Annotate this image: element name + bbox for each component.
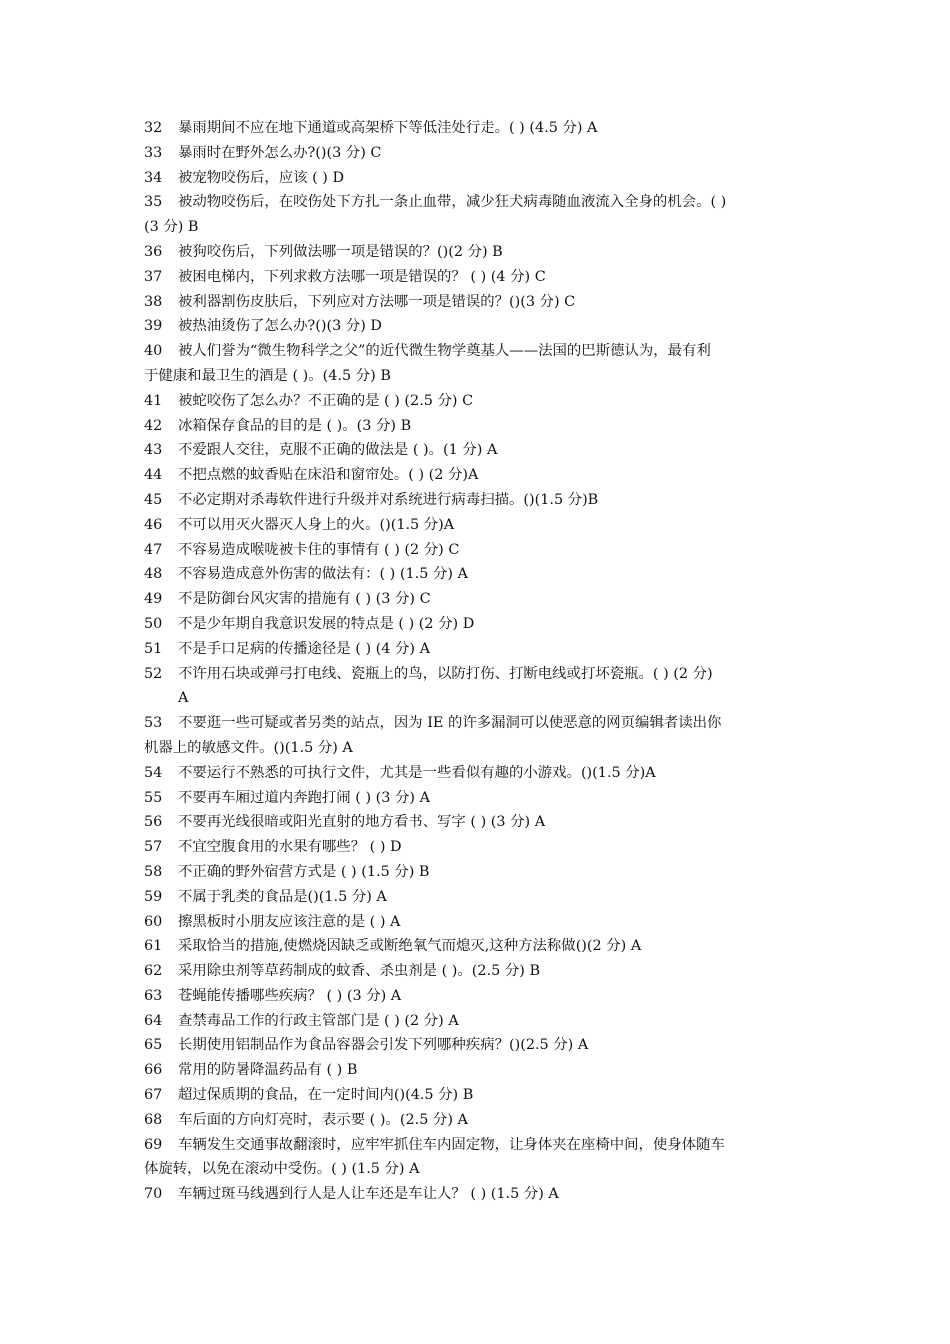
question-number: 50 [144, 615, 163, 632]
question-number: 43 [144, 442, 163, 459]
question-item [144, 612, 808, 637]
question-number: 58 [144, 863, 163, 880]
question-text: 被狗咬伤后，下列做法哪一项是错误的？()(2 分) B [178, 243, 503, 260]
question-line [144, 860, 808, 885]
question-line [144, 513, 808, 538]
question-line [144, 265, 808, 290]
question-text: 不容易造成喉咙被卡住的事情有 ( ) (2 分) C [178, 541, 460, 558]
question-line [144, 711, 808, 736]
question-item [144, 463, 808, 488]
question-text: 冰箱保存食品的目的是 ( )。(3 分) B [178, 417, 412, 434]
question-item [144, 116, 808, 141]
question-item [144, 290, 808, 315]
question-item [144, 265, 808, 290]
question-text: 车后面的方向灯亮时，表示要 ( )。(2.5 分) A [178, 1111, 468, 1128]
question-text: 不是手口足病的传播途径是 ( ) (4 分) A [178, 640, 430, 657]
question-line [144, 463, 808, 488]
question-text-continued: 机器上的敏感文件。()(1.5 分) A [144, 739, 353, 756]
question-item [144, 166, 808, 191]
question-text: 暴雨期间不应在地下通道或高架桥下等低洼处行走。( ) (4.5 分) A [178, 120, 598, 136]
question-number: 47 [144, 541, 163, 558]
question-text: 超过保质期的食品，在一定时间内()(4.5 分) B [178, 1087, 474, 1104]
question-item [144, 761, 808, 786]
question-text: 被人们誉为“微生物科学之父”的近代微生物学奠基人——法国的巴斯德认为，最有利 [178, 343, 711, 360]
question-item [144, 1108, 808, 1133]
question-list [144, 116, 808, 1207]
question-number: 61 [144, 938, 163, 955]
question-item [144, 190, 808, 240]
question-text: 车辆过斑马线遇到行人是人让车还是车让人？ ( ) (1.5 分) A [178, 1186, 559, 1203]
question-item [144, 339, 808, 389]
question-text: 不是防御台风灾害的措施有 ( ) (3 分) C [178, 591, 431, 608]
question-line [144, 1083, 808, 1108]
question-number: 46 [144, 516, 163, 533]
question-item [144, 1083, 808, 1108]
question-text: 不可以用灭火器灭人身上的火。()(1.5 分)A [178, 516, 455, 533]
question-line [144, 885, 808, 910]
question-text: 不属于乳类的食品是()(1.5 分) A [178, 888, 387, 905]
question-text: 采用除虫剂等草药制成的蚊香、杀虫剂是 ( )。(2.5 分) B [178, 963, 541, 980]
question-text: 不要逛一些可疑或者另类的站点，因为 IE 的许多漏洞可以使恶意的网页编辑者读出你 [178, 715, 722, 732]
question-text: 不要再车厢过道内奔跑打闹 ( ) (3 分) A [178, 789, 430, 806]
question-text: 不爱跟人交往，克服不正确的做法是 ( )。(1 分) A [178, 442, 498, 459]
question-item [144, 240, 808, 265]
question-number: 33 [144, 144, 163, 161]
question-number: 56 [144, 814, 163, 831]
question-line [144, 835, 808, 860]
question-number: 48 [144, 566, 163, 583]
question-item [144, 314, 808, 339]
question-number: 53 [144, 715, 163, 732]
question-number: 36 [144, 243, 163, 260]
question-line [144, 1033, 808, 1058]
question-item [144, 662, 808, 712]
question-number: 39 [144, 318, 163, 335]
question-item [144, 860, 808, 885]
question-item [144, 934, 808, 959]
question-item [144, 414, 808, 439]
question-line [144, 190, 808, 215]
question-number: 37 [144, 268, 163, 285]
question-text-continued: 于健康和最卫生的酒是 ( )。(4.5 分) B [144, 367, 391, 384]
question-number: 34 [144, 169, 163, 186]
question-number: 57 [144, 839, 163, 856]
question-number: 68 [144, 1111, 163, 1128]
question-item [144, 786, 808, 811]
question-line [144, 290, 808, 315]
question-line [144, 910, 808, 935]
question-line [144, 141, 808, 166]
question-item [144, 488, 808, 513]
question-number: 62 [144, 963, 163, 980]
question-text: 被利器割伤皮肤后，下列应对方法哪一项是错误的？()(3 分) C [178, 293, 576, 310]
question-line [144, 662, 808, 687]
question-line [144, 562, 808, 587]
question-text: 不容易造成意外伤害的做法有：( ) (1.5 分) A [178, 566, 468, 583]
question-line [144, 810, 808, 835]
question-line [144, 1058, 808, 1083]
question-text: 不把点燃的蚊香贴在床沿和窗帘处。( ) (2 分)A [178, 467, 479, 484]
question-number: 40 [144, 343, 163, 360]
question-text: 擦黑板时小朋友应该注意的是 ( ) A [178, 913, 401, 930]
question-item [144, 910, 808, 935]
question-number: 44 [144, 467, 163, 484]
question-line [144, 1133, 808, 1158]
question-line [144, 538, 808, 563]
question-item [144, 389, 808, 414]
question-text: 不要运行不熟悉的可执行文件，尤其是一些看似有趣的小游戏。()(1.5 分)A [178, 764, 656, 781]
question-item [144, 885, 808, 910]
question-text: 不正确的野外宿营方式是 ( ) (1.5 分) B [178, 863, 430, 880]
question-number: 41 [144, 392, 163, 409]
question-number: 35 [144, 194, 163, 211]
question-number: 59 [144, 888, 163, 905]
question-line [144, 984, 808, 1009]
question-answer-wrapped: A [178, 690, 189, 707]
question-text-continued: (3 分) B [144, 219, 199, 236]
question-line [144, 761, 808, 786]
question-line [144, 116, 808, 141]
question-number: 63 [144, 987, 163, 1004]
question-line [144, 786, 808, 811]
question-line [144, 166, 808, 191]
question-item [144, 141, 808, 166]
question-text: 长期使用铝制品作为食品容器会引发下列哪种疾病？()(2.5 分) A [178, 1037, 589, 1054]
question-line [144, 240, 808, 265]
question-item [144, 835, 808, 860]
question-text: 苍蝇能传播哪些疾病？ ( ) (3 分) A [178, 987, 402, 1004]
question-line [144, 1009, 808, 1034]
question-line [144, 414, 808, 439]
question-number: 52 [144, 665, 163, 682]
question-number: 55 [144, 789, 163, 806]
question-text: 被蛇咬伤了怎么办？不正确的是 ( ) (2.5 分) C [178, 392, 474, 409]
question-number: 66 [144, 1062, 163, 1079]
question-line [144, 1108, 808, 1133]
question-line [144, 959, 808, 984]
question-line [144, 339, 808, 364]
question-number: 42 [144, 417, 163, 434]
question-line [144, 1182, 808, 1207]
question-item [144, 711, 808, 761]
question-number: 54 [144, 764, 163, 781]
question-line [144, 389, 808, 414]
question-text: 被宠物咬伤后，应该 ( ) D [178, 169, 345, 186]
question-number: 38 [144, 293, 163, 310]
question-number: 67 [144, 1087, 163, 1104]
question-item [144, 538, 808, 563]
question-number: 45 [144, 491, 163, 508]
question-item [144, 984, 808, 1009]
question-number: 70 [144, 1186, 163, 1203]
question-text: 常用的防暑降温药品有 ( ) B [178, 1062, 358, 1079]
question-item [144, 587, 808, 612]
question-text: 查禁毒品工作的行政主管部门是 ( ) (2 分) A [178, 1012, 459, 1029]
question-item [144, 1009, 808, 1034]
question-text: 不宜空腹食用的水果有哪些？ ( ) D [178, 839, 402, 856]
question-line [144, 934, 808, 959]
question-number: 49 [144, 591, 163, 608]
question-text: 车辆发生交通事故翻滚时，应牢牢抓住车内固定物，让身体夹在座椅中间，使身体随车 [178, 1136, 725, 1153]
question-item [144, 810, 808, 835]
question-number: 32 [144, 120, 163, 136]
question-number: 69 [144, 1136, 163, 1153]
question-item [144, 959, 808, 984]
question-line [144, 587, 808, 612]
question-text: 不必定期对杀毒软件进行升级并对系统进行病毒扫描。()(1.5 分)B [178, 491, 599, 508]
question-line [144, 438, 808, 463]
question-item [144, 1133, 808, 1183]
question-text: 被动物咬伤后，在咬伤处下方扎一条止血带，减少狂犬病毒随血液流入全身的机会。( ) [178, 194, 727, 211]
question-text: 不是少年期自我意识发展的特点是 ( ) (2 分) D [178, 615, 475, 632]
question-number: 64 [144, 1012, 163, 1029]
question-number: 51 [144, 640, 163, 657]
question-item [144, 1033, 808, 1058]
question-line [144, 637, 808, 662]
question-item [144, 562, 808, 587]
question-text-continued: 体旋转，以免在滚动中受伤。( ) (1.5 分) A [144, 1161, 420, 1178]
question-text: 不要再光线很暗或阳光直射的地方看书、写字 ( ) (3 分) A [178, 814, 546, 831]
question-line [144, 612, 808, 637]
question-item [144, 438, 808, 463]
question-text: 采取恰当的措施,使燃烧因缺乏或断绝氧气而熄灭,这种方法称做()(2 分) A [178, 938, 642, 955]
question-text: 被热油烫伤了怎么办?()(3 分) D [178, 318, 382, 335]
question-item [144, 1058, 808, 1083]
question-text: 不许用石块或弹弓打电线、瓷瓶上的鸟，以防打伤、打断电线或打坏瓷瓶。( ) (2 分) [178, 665, 713, 682]
question-number: 65 [144, 1037, 163, 1054]
question-item [144, 513, 808, 538]
question-item [144, 637, 808, 662]
question-line [144, 488, 808, 513]
question-number: 60 [144, 913, 163, 930]
question-text: 暴雨时在野外怎么办?()(3 分) C [178, 144, 382, 161]
question-item [144, 1182, 808, 1207]
question-text: 被困电梯内，下列求救方法哪一项是错误的？ ( ) (4 分) C [178, 268, 546, 285]
question-line [144, 314, 808, 339]
